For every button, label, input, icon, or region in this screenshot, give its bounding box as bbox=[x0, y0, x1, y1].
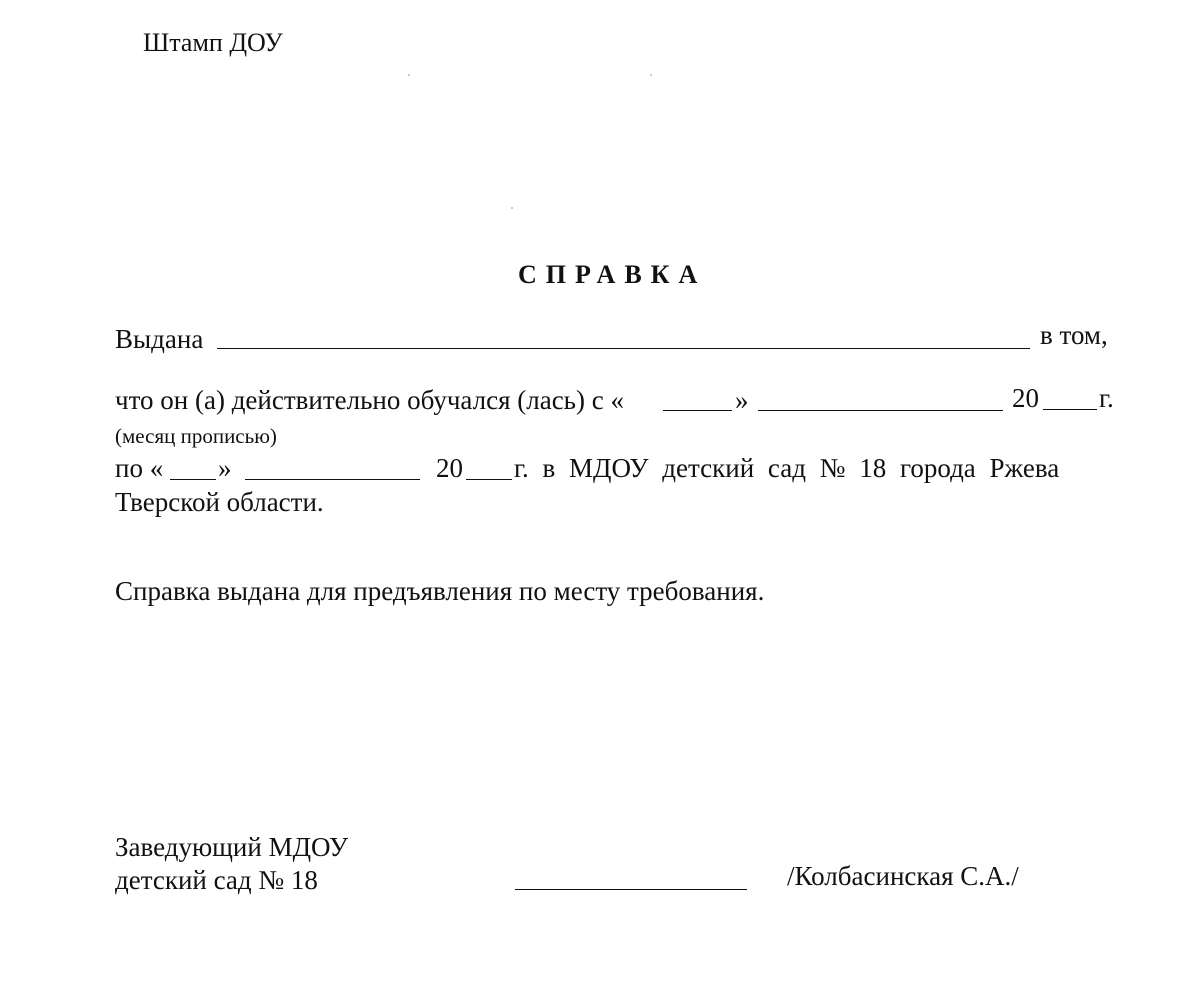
region-text: Тверской области. bbox=[115, 487, 324, 517]
start-year-blank bbox=[1043, 409, 1097, 410]
scan-speck bbox=[408, 74, 410, 76]
that-label: в том, bbox=[1040, 320, 1108, 350]
document-title: СПРАВКА bbox=[518, 260, 707, 289]
stamp-label: Штамп ДОУ bbox=[143, 28, 283, 57]
issued-to-label: Выдана bbox=[115, 324, 204, 354]
position-line-2: детский сад № 18 bbox=[115, 865, 318, 895]
end-year-prefix: 20 bbox=[436, 453, 463, 483]
purpose-text: Справка выдана для предъявления по месту требования. bbox=[115, 576, 765, 606]
start-month-blank bbox=[758, 410, 1003, 411]
end-month-blank bbox=[245, 479, 420, 480]
institution-text: г. в МДОУ детский сад № 18 города Ржева bbox=[514, 453, 1060, 483]
scan-speck bbox=[511, 207, 513, 209]
signatory-name: /Колбасинская С.А./ bbox=[787, 861, 1019, 891]
attendance-text: что он (а) действительно обучался (лась) с « bbox=[115, 385, 624, 415]
until-label: по « bbox=[115, 453, 164, 483]
start-year-prefix: 20 bbox=[1012, 383, 1039, 413]
start-day-blank bbox=[663, 410, 732, 411]
month-hint: (месяц прописью) bbox=[115, 424, 277, 448]
recipient-name-blank bbox=[217, 348, 1030, 349]
start-year-suffix: г. bbox=[1099, 383, 1114, 413]
scan-speck bbox=[650, 74, 652, 76]
end-year-blank bbox=[466, 479, 512, 480]
quote-close: » bbox=[735, 385, 749, 415]
signature-blank bbox=[515, 889, 747, 890]
end-day-blank bbox=[170, 479, 216, 480]
position-line-1: Заведующий МДОУ bbox=[115, 832, 349, 862]
quote-close-2: » bbox=[218, 453, 232, 483]
